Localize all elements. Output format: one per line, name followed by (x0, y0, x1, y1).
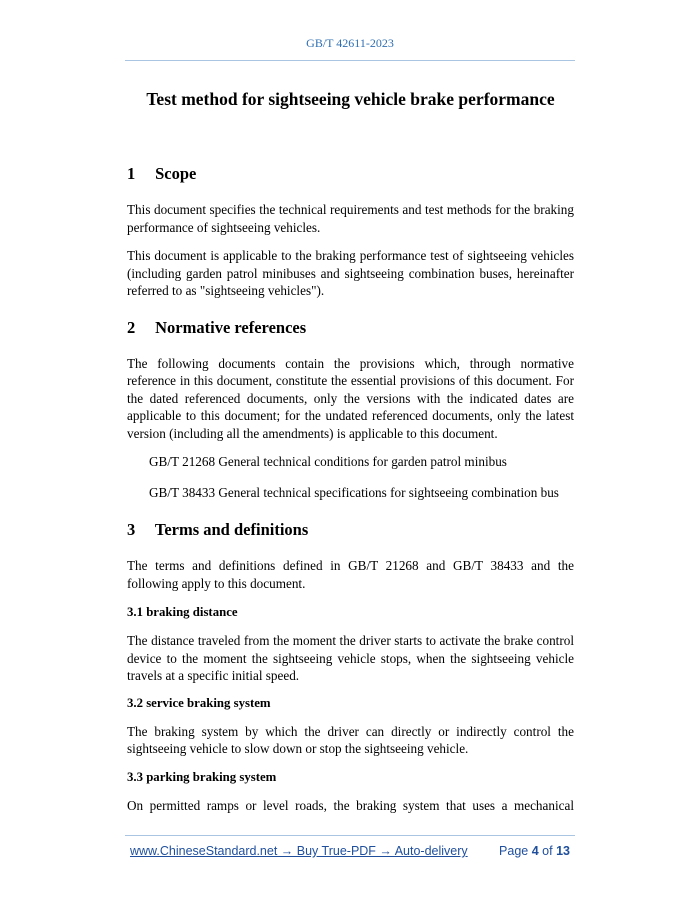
scope-paragraph-1: This document specifies the technical requirements and test methods for the braking performance of sightseeing vehicles. (127, 202, 574, 235)
reference-item: GB/T 21268 General technical conditions for garden patrol minibus (149, 454, 507, 469)
document-title: Test method for sightseeing vehicle brake performance (146, 89, 555, 109)
section-heading-terms-and-definitions (127, 519, 574, 541)
running-header: GB/T 42611-2023 (306, 36, 394, 50)
section-heading-scope (127, 163, 574, 185)
store-link[interactable]: www.ChineseStandard.net → Buy True-PDF → Auto-delivery (130, 844, 468, 858)
normative-references-paragraph: The following documents contain the provisions which, through normative reference in this document, constitute the essential provisions of this document. For the dated referenced documents, only the versions with the indicated dates are applicable to this document; for the undated referenced documents, only the latest version (including all the amendments) is applicable to this document. (127, 355, 574, 441)
section-title: Normative references (155, 317, 307, 337)
page-content (127, 88, 574, 814)
term-heading: 3.3 parking braking system (127, 769, 277, 784)
section-title: Scope (155, 164, 197, 183)
term-definition: The distance traveled from the moment the driver starts to activate the brake control device to the moment the sightseeing vehicle stops, when the sightseeing vehicle travels at a specific initial speed. (127, 633, 574, 683)
section-number: 1 (127, 164, 136, 183)
page-total: 13 (556, 844, 570, 858)
header-divider (125, 60, 575, 61)
section-title: Terms and definitions (154, 520, 309, 539)
page-of-label: of (542, 844, 553, 858)
page-current: 4 (531, 844, 539, 858)
term-definition: The braking system by which the driver can directly or indirectly control the sightseeing vehicle to slow down or stop the sightseeing vehicle. (127, 723, 574, 756)
section-number: 3 (127, 520, 136, 539)
reference-item: GB/T 38433 General technical specifications for sightseeing combination bus (149, 484, 559, 500)
scope-paragraph-2: This document is applicable to the braking performance test of sightseeing vehicles (including garden patrol minibuses and sightseeing combination buses, hereinafter referred to as "sightseeing vehicles"). (127, 248, 574, 298)
page-indicator (499, 844, 570, 858)
page-label: Page (499, 844, 529, 858)
footer-divider (125, 835, 575, 836)
term-heading: 3.1 braking distance (127, 605, 238, 619)
page-footer (130, 844, 575, 858)
section-heading-normative-references (127, 317, 574, 339)
terms-intro-paragraph: The terms and definitions defined in GB/T 21268 and GB/T 38433 and the following apply to this document. (127, 558, 574, 591)
section-number: 2 (127, 317, 136, 337)
term-definition: On permitted ramps or level roads, the braking system that uses a mechanical (127, 797, 574, 813)
term-heading: 3.2 service braking system (127, 695, 271, 710)
